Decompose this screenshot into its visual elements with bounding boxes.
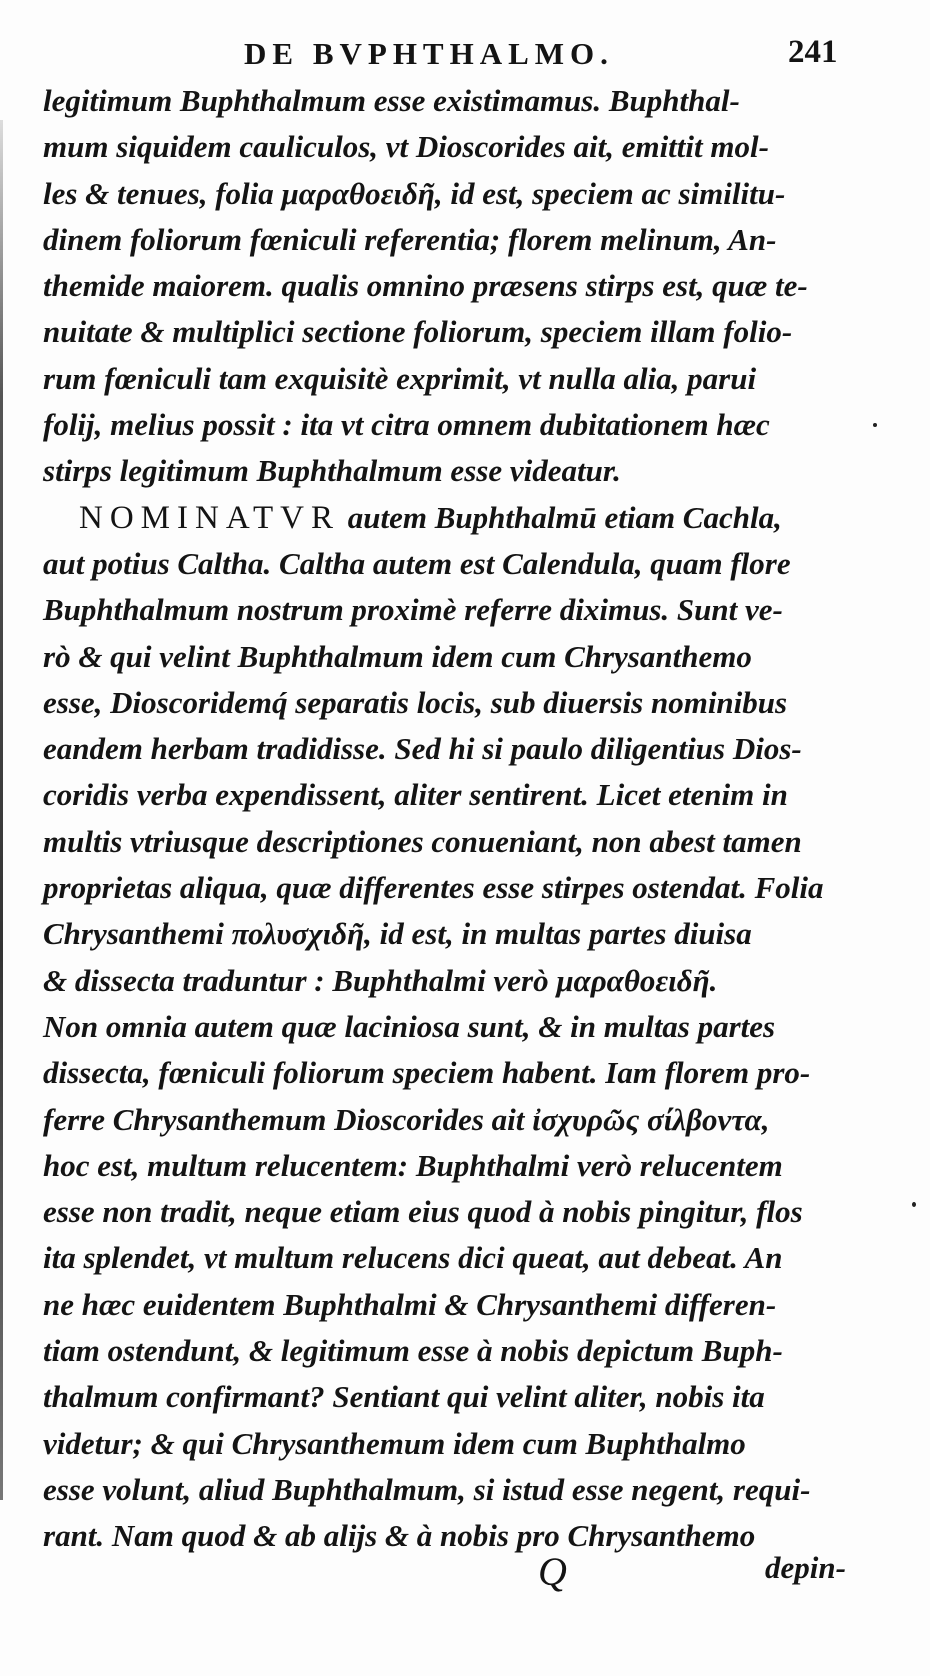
text-line: esse, Dioscoridemq́ separatis locis, sub diuersis nominibus [43,684,788,720]
text-line: coridis verba expendissent, aliter sentirent. Licet etenim in [43,777,788,813]
catchword: depin- [765,1550,846,1585]
page-header [0,36,930,76]
text-line: legitimum Buphthalmum esse existimamus. Buphthal- [43,83,740,118]
running-title: DE BVPHTHALMO. [244,36,614,71]
ink-speck [912,1202,916,1207]
text-line: stirps legitimum Buphthalmum esse videatur. [43,453,621,489]
text-line: folij, melius possit : ita vt citra omnem dubitationem hæc [43,407,770,443]
text-line: themide maiorem. qualis omnino præsens stirps est, quæ te- [43,268,808,304]
text-line: Buphthalmum nostrum proximè referre diximus. Sunt ve- [43,592,783,628]
text-line: nuitate & multiplici sectione foliorum, speciem illam folio- [43,314,793,350]
text-line: rant. Nam quod & ab alijs & à nobis pro Chrysanthemo [43,1518,756,1554]
text-line: ita splendet, vt multum relucens dici queat, aut debeat. An [43,1240,783,1276]
text-line: hoc est, multum relucentem: Buphthalmi verò relucentem [43,1147,783,1183]
text-line: ferre Chrysanthemum Dioscorides ait ἰσχυρῶς σίλβοντα, [43,1101,770,1137]
text-line: les & tenues, folia μαραθοειδῆ, id est, speciem ac similitu- [43,175,786,211]
ink-speck [873,423,877,427]
opening-line-rest: autem Buphthalmū etiam Cachla, [340,499,782,535]
page-number: 241 [788,34,838,70]
text-line: dinem foliorum fœniculi referentia; florem melinum, An- [43,221,777,257]
text-line: dissecta, fœniculi foliorum speciem habent. Iam florem pro- [43,1055,811,1091]
text-line: mum siquidem cauliculos, vt Dioscorides ait, emittit mol- [43,129,769,165]
text-line: & dissecta traduntur : Buphthalmi verò μαραθοειδῆ. [43,962,718,998]
text-line: rò & qui velint Buphthalmum idem cum Chrysanthemo [43,638,752,674]
text-line: ne hæc euidentem Buphthalmi & Chrysanthemi differen- [43,1286,777,1322]
text-line: esse non tradit, neque etiam eius quod à nobis pingitur, flos [43,1194,803,1230]
opening-word: NOMINATVR [79,499,340,536]
text-line: rum fœniculi tam exquisitè exprimit, vt nulla alia, parui [43,360,757,396]
text-line: aut potius Caltha. Caltha autem est Calendula, quam flore [43,545,791,581]
text-line: esse volunt, aliud Buphthalmum, si istud esse negent, requi- [43,1471,811,1507]
page-edge-shadow [0,120,3,1500]
text-line: multis vtriusque descriptiones conueniant, non abest tamen [43,823,802,859]
body-text [43,78,863,1560]
text-line: Chrysanthemi πολυσχιδῆ, id est, in multas partes diuisa [43,916,752,952]
text-line: proprietas aliqua, quæ differentes esse stirpes ostendat. Folia [43,870,824,906]
text-line: eandem herbam tradidisse. Sed hi si paulo diligentius Dios- [43,731,802,767]
signature-mark: Q [538,1549,567,1594]
text-line: thalmum confirmant? Sentiant qui velint aliter, nobis ita [43,1379,765,1415]
page-footer [0,1548,930,1598]
text-line: tiam ostendunt, & legitimum esse à nobis depictum Buph- [43,1333,783,1369]
text-line: Non omnia autem quæ laciniosa sunt, & in multas partes [43,1008,776,1044]
text-line: videtur; & qui Chrysanthemum idem cum Buphthalmo [43,1425,746,1461]
paragraph-opening-line [43,495,863,541]
